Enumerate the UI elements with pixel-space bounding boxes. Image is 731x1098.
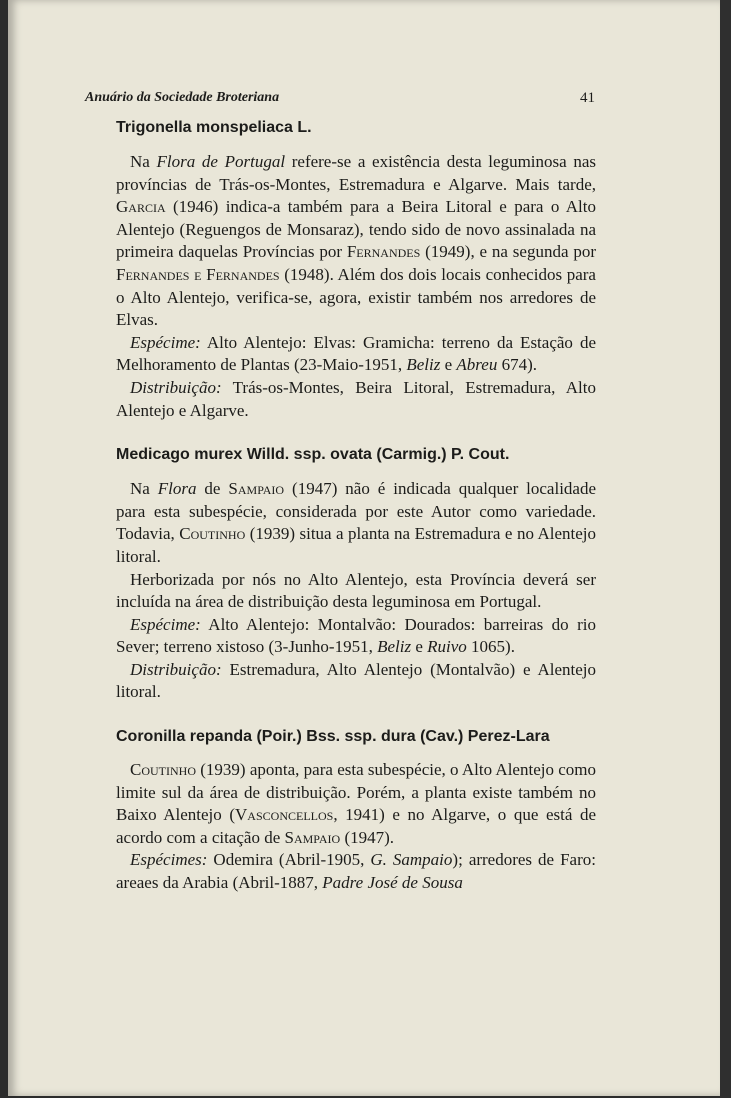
species-heading-coronilla: Coronilla repanda (Poir.) Bss. ssp. dura (Cav.) Perez-Lara [116,728,550,746]
paragraph: Coutinho (1939) aponta, para esta subespécie, o Alto Alentejo como limite sul da área de distribuição. Porém, a planta existe também no Baixo Alentejo (Vasconcellos, 1941) e no Algarve, o que está de acordo com a citação de Sampaio (1947). [116,760,596,847]
page-edge-shadow [720,0,731,1098]
distribution-paragraph: Distribuição: Trás-os-Montes, Beira Litoral, Estremadura, Alto Alentejo e Algarve. [116,377,596,420]
paragraph: Na Flora de Sampaio (1947) não é indicada qualquer localidade para esta subespécie, considerada por este Autor como variedade. Todavia, Coutinho (1939) situa a planta na Estremadura e no Alentejo litoral. [116,479,597,566]
species-heading-trigonella: Trigonella monspeliaca L. [116,119,312,136]
specimen-paragraph: Espécimes: Odemira (Abril-1905, G. Sampaio); arredores de Faro: areaes da Arabia (Abril-1887, Padre José de Sousa [116,850,596,893]
running-title: Anuário da Sociedade Broteriana [85,90,280,105]
specimen-paragraph: Espécime: Alto Alentejo: Elvas: Gramicha: terreno da Estação de Melhoramento de Plantas (23-Maio-1951, Beliz e Abreu 674). [116,332,596,375]
paragraph: Herborizada por nós no Alto Alentejo, esta Província deverá ser incluída na área de distribuição desta leguminosa em Portugal. [116,569,596,612]
paragraph: Na Flora de Portugal refere-se a existência desta leguminosa nas províncias de Trás-os-Montes, Estremadura e Algarve. Mais tarde, Garcia (1946) indica-a também para a Beira Litoral e para o Alto Alentejo (Reguengos de Monsaraz), tendo sido de novo assinalada na primeira daquelas Províncias por Fernandes (1949), e na segunda por Fernandes e Fernandes (1948). Além dos dois locais conhecidos para o Alto Alentejo, verifica-se, agora, existir também nos arredores de Elvas. [116,152,597,330]
page-header [85,90,595,110]
book-page [8,0,720,1096]
species-heading-medicago: Medicago murex Willd. ssp. ovata (Carmig.) P. Cout. [116,446,510,464]
page-number: 41 [580,90,595,106]
specimen-paragraph: Espécime: Alto Alentejo: Montalvão: Dourados: barreiras do rio Sever; terreno xistoso (3-Junho-1951, Beliz e Ruivo 1065). [116,614,596,657]
page-content [116,117,596,895]
distribution-paragraph: Distribuição: Estremadura, Alto Alentejo (Montalvão) e Alentejo litoral. [116,659,596,702]
